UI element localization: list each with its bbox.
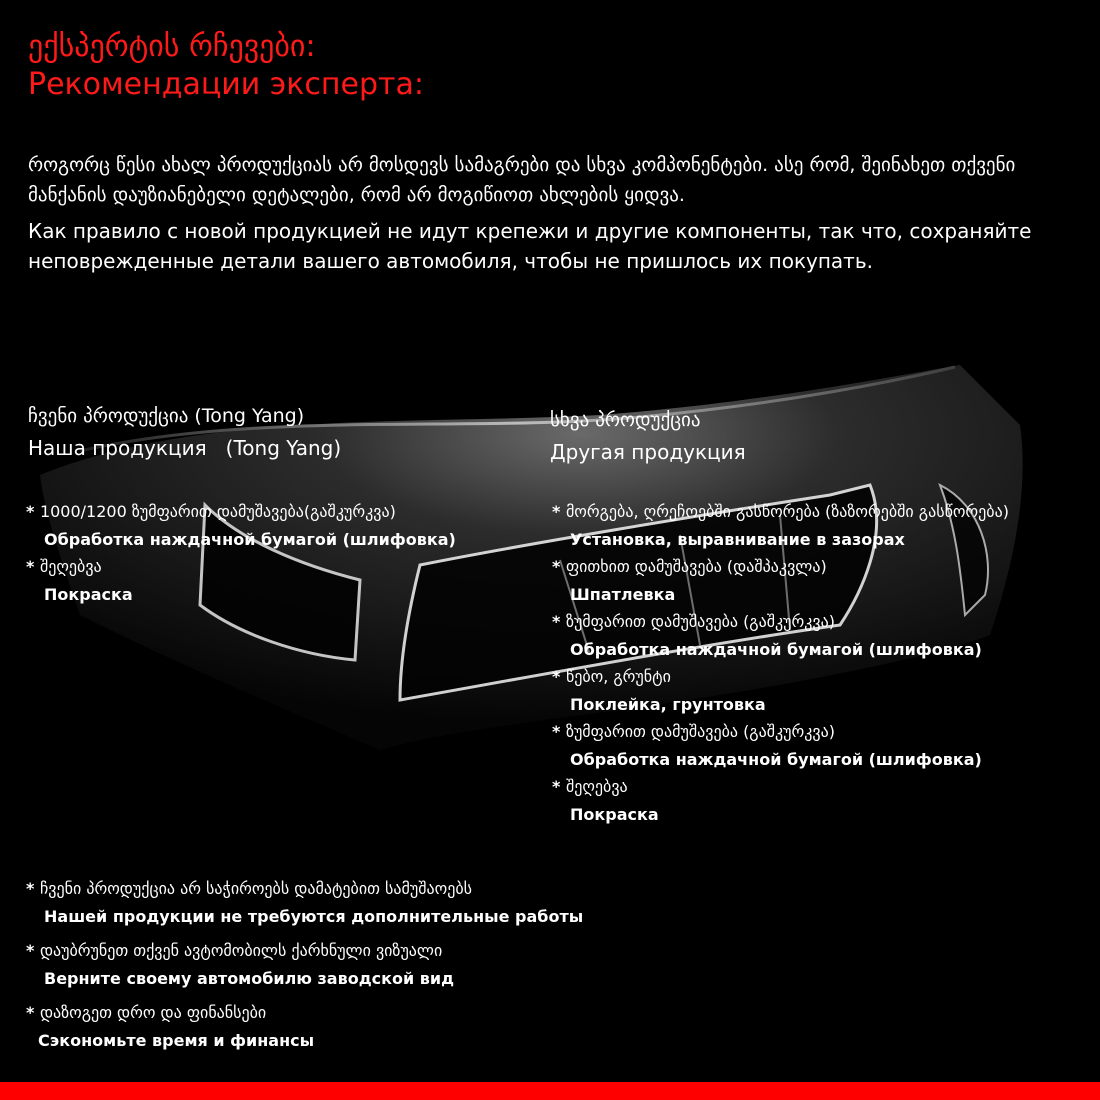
- list-item: [26, 553, 456, 608]
- list-item: [552, 773, 1009, 828]
- list-item-ru: Покраска: [44, 584, 133, 604]
- list-item-ru: Обработка наждачной бумагой (шлифовка): [44, 529, 456, 549]
- footer-red-bar: [0, 1082, 1100, 1100]
- list-item-ka: * 1000/1200 ზუმფარით დამუშავება(გაშკურკვა): [26, 498, 456, 526]
- list-item: [552, 718, 1009, 773]
- benefit-ru: Нашей продукции не требуются дополнительные работы: [44, 907, 584, 926]
- list-item-ka: * ზუმფარით დამუშავება (გაშკურკვა): [552, 718, 1009, 746]
- list-item: [552, 608, 1009, 663]
- other-product-heading-ru: Другая продукция: [550, 440, 746, 464]
- list-item-ru: Покраска: [570, 804, 659, 824]
- our-product-list: [26, 498, 456, 608]
- list-item-ka: * მორგება, ღრეჩოებში გასწორება (ზაზორებში გასწორება): [552, 498, 1009, 526]
- benefit-ru: Сэкономьте время и финансы: [38, 1031, 315, 1050]
- list-item: [552, 498, 1009, 553]
- intro-georgian: როგორც წესი ახალ პროდუქციას არ მოსდევს სამაგრები და სხვა კომპონენტები. ასე რომ, შეინახეთ თქვენი მანქანის დაუზიანებელი დეტალები, რომ არ მოგიწიოთ ახლების ყიდვა.: [28, 154, 1016, 206]
- list-item: [552, 663, 1009, 718]
- benefit-item: [26, 875, 583, 931]
- our-product-heading-ru: Наша продукция (Tong Yang): [28, 436, 342, 460]
- list-item-ru: Шпатлевка: [570, 584, 676, 604]
- benefit-ru: Верните своему автомобилю заводской вид: [44, 969, 454, 988]
- list-item-ka: * შეღებვა: [26, 553, 456, 581]
- list-item-ru: Установка, выравнивание в зазорах: [570, 529, 905, 549]
- list-item-ka: * შეღებვა: [552, 773, 1009, 801]
- page-title: [28, 28, 424, 104]
- benefit-ka: * დაუბრუნეთ თქვენ ავტომობილს ქარხნული ვიზუალი: [26, 937, 583, 965]
- intro-russian: Как правило с новой продукцией не идут крепежи и другие компоненты, так что, сохраняйте неповрежденные детали вашего автомобиля, чтобы не пришлось их покупать.: [28, 219, 1032, 273]
- our-product-heading-ka: ჩვენი პროდუქცია (Tong Yang): [28, 405, 305, 427]
- list-item-ru: Поклейка, грунтовка: [570, 694, 766, 714]
- benefit-ka: * ჩვენი პროდუქცია არ საჭიროებს დამატებით სამუშაოებს: [26, 875, 583, 903]
- intro-text: [28, 150, 1038, 276]
- other-product-heading: [550, 404, 746, 468]
- other-product-list: [552, 498, 1009, 828]
- list-item-ka: * წებო, გრუნტი: [552, 663, 1009, 691]
- list-item: [552, 553, 1009, 608]
- list-item: [26, 498, 456, 553]
- title-georgian: ექსპერტის რჩევები:: [28, 29, 316, 64]
- other-product-heading-ka: სხვა პროდუქცია: [550, 409, 701, 431]
- benefits-list: [26, 875, 583, 1061]
- list-item-ru: Обработка наждачной бумагой (шлифовка): [570, 749, 982, 769]
- list-item-ka: * ფითხით დამუშავება (დაშპაკვლა): [552, 553, 1009, 581]
- benefit-item: [26, 937, 583, 993]
- title-russian: Рекомендации эксперта:: [28, 67, 424, 102]
- benefit-ka: * დაზოგეთ დრო და ფინანსები: [26, 999, 583, 1027]
- our-product-heading: [28, 400, 341, 464]
- benefit-item: [26, 999, 583, 1055]
- list-item-ru: Обработка наждачной бумагой (шлифовка): [570, 639, 982, 659]
- list-item-ka: * ზუმფარით დამუშავება (გაშკურკვა): [552, 608, 1009, 636]
